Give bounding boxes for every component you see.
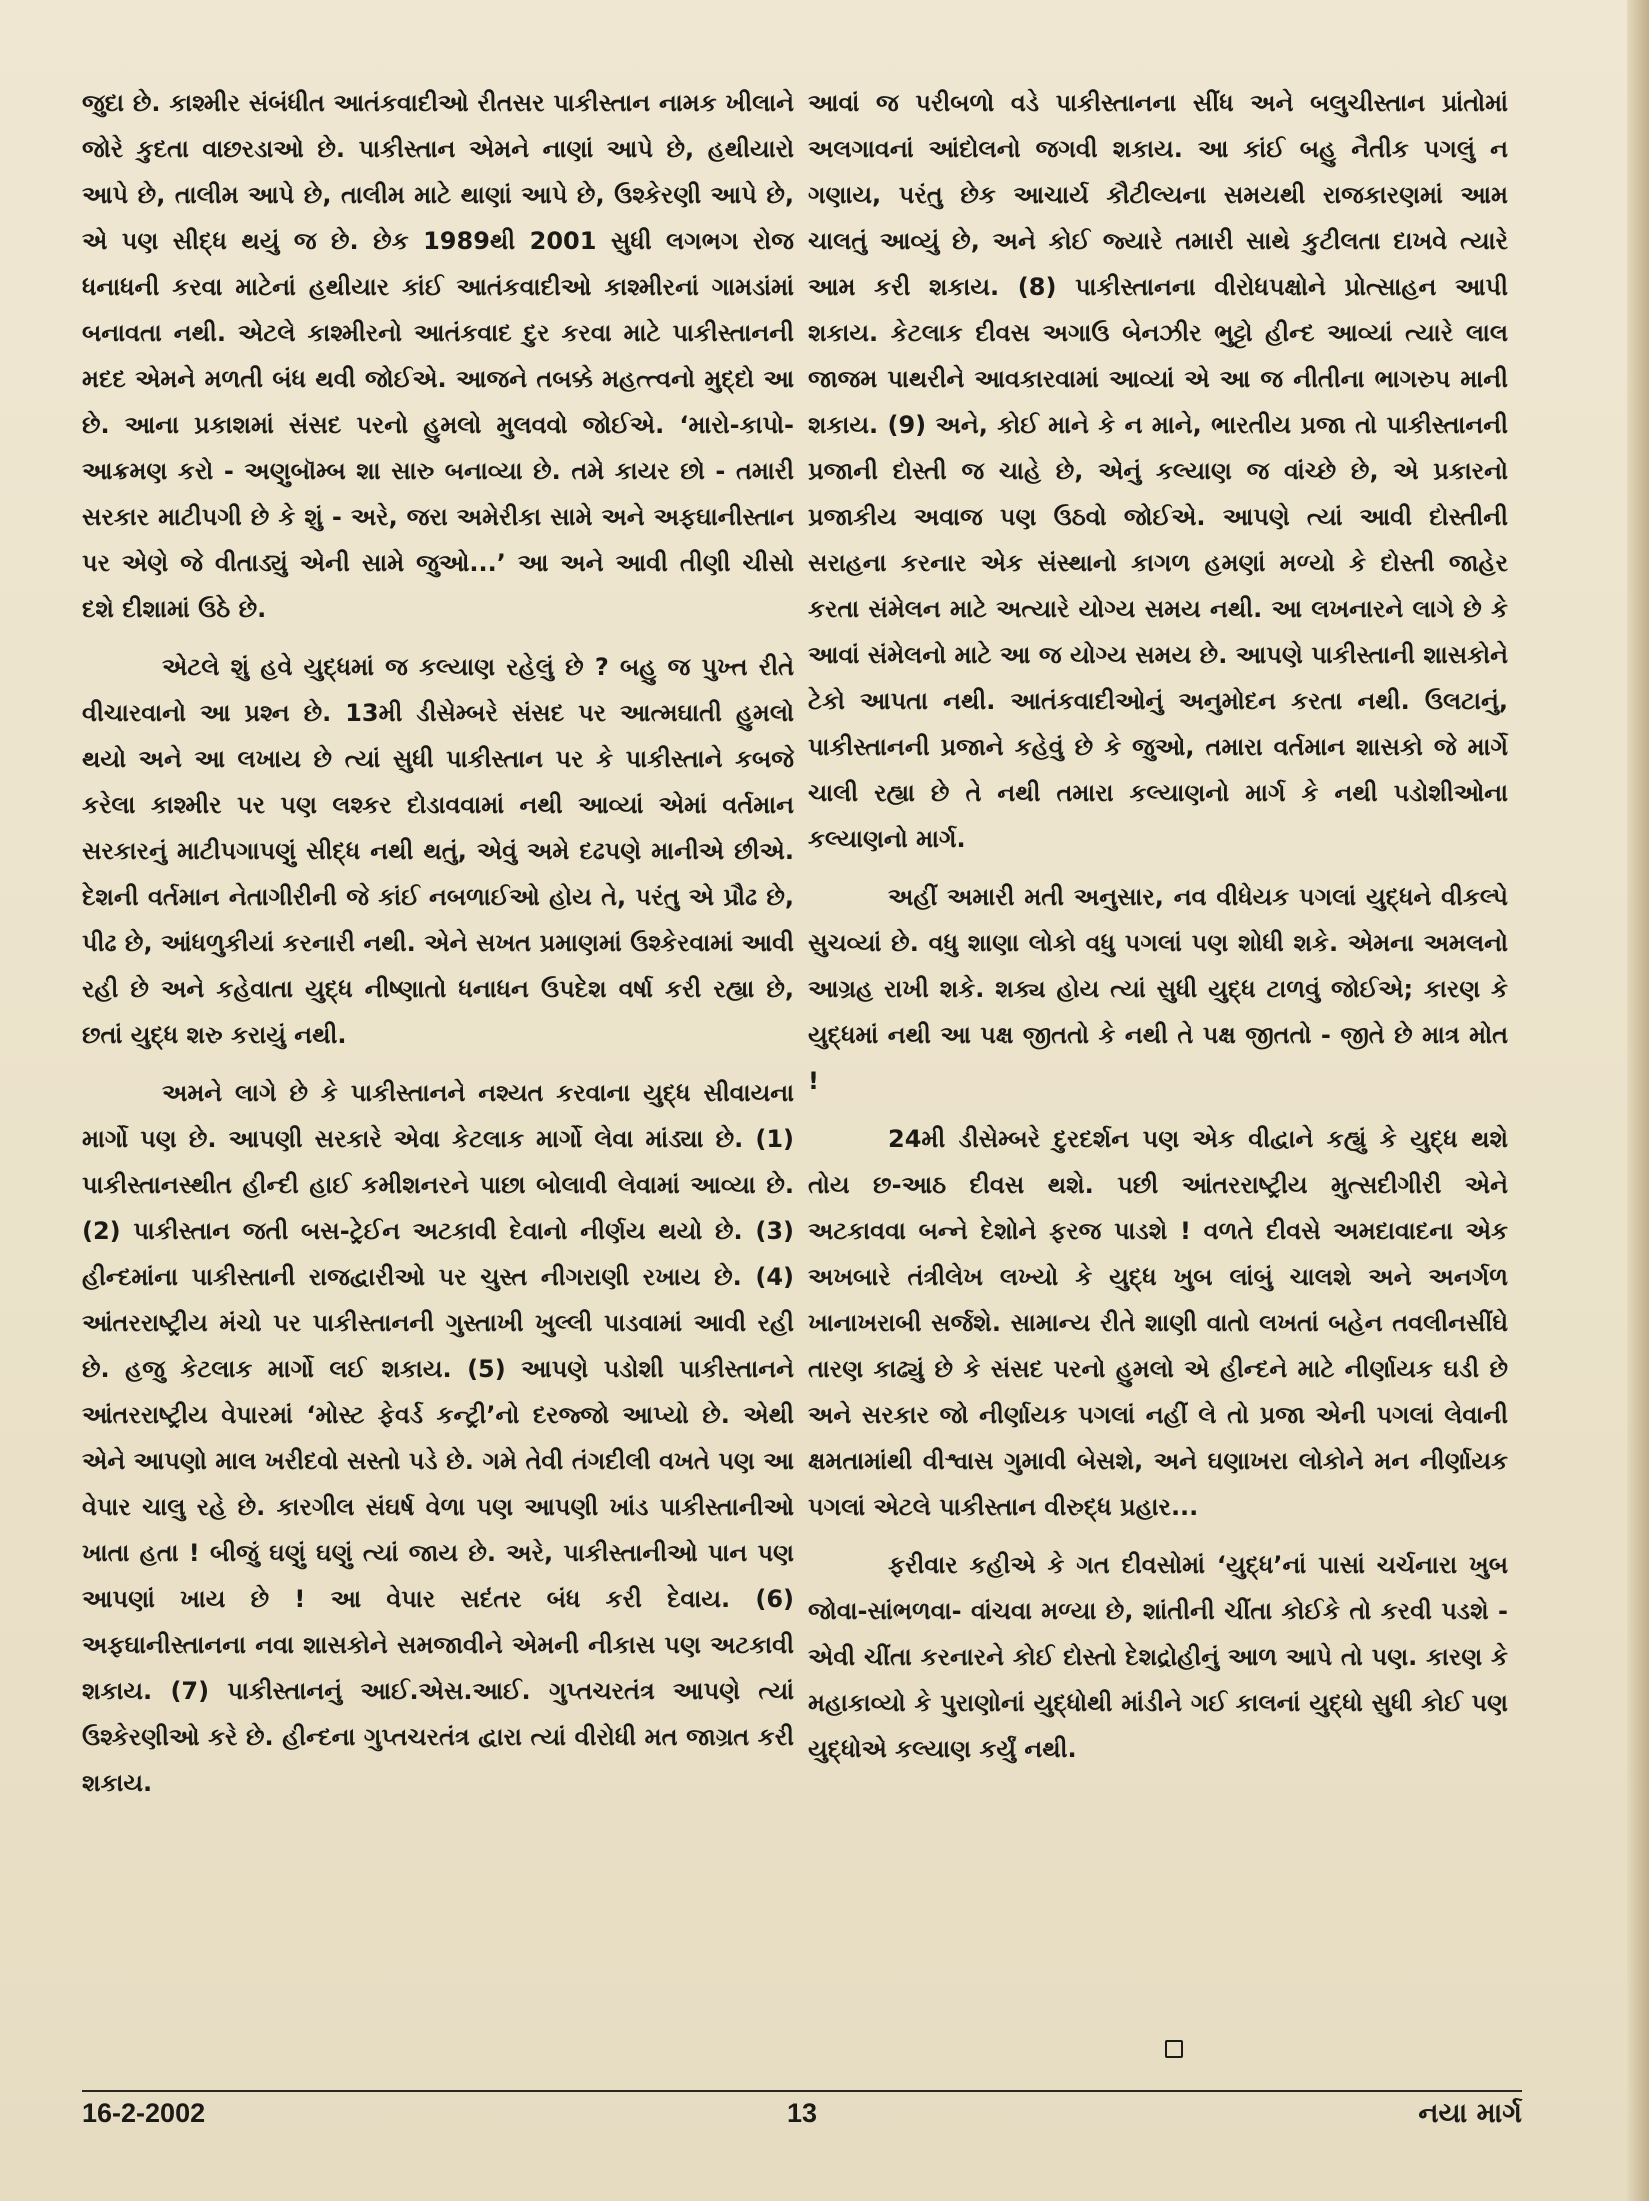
page-edge-shadow (1627, 0, 1649, 2201)
left-column (82, 80, 794, 1806)
paragraph: એટલે શું હવે યુદ્ધમાં જ કલ્યાણ રહેલું છે ? બહુ જ પુખ્ત રીતે વીચારવાનો આ પ્રશ્ન છે. 13મી ડીસેમ્બરે સંસદ પર આત્મઘાતી હુમલો થયો અને આ લખાય છે ત્યાં સુધી પાકીસ્તાન પર કે પાકીસ્તાને કબજે કરેલા કાશ્મીર પર પણ લશ્કર દોડાવવામાં નથી આવ્યાં એમાં વર્તમાન સરકારનું માટીપગાપણું સીદ્ધ નથી થતું, એવું અમે દઢપણે માનીએ છીએ. દેશની વર્તમાન નેતાગીરીની જે કાંઈ નબળાઈઓ હોય તે, પરંતુ એ પ્રૌઢ છે, પીઢ છે, આંધળુકીયાં કરનારી નથી. એને સખત પ્રમાણમાં ઉશ્કેરવામાં આવી રહી છે અને કહેવાતા યુદ્ધ નીષ્ણાતો ધનાધન ઉપદેશ વર્ષા કરી રહ્યા છે, છતાં યુદ્ધ શરુ કરાયું નથી. (82, 653, 794, 1049)
paragraph: 24મી ડીસેમ્બરે દુરદર્શન પણ એક વીદ્વાને કહ્યું કે યુદ્ધ થશે તોય છ-આઠ દીવસ થશે. પછી આંતરરાષ્ટ્રીય મુત્સદીગીરી એને અટકાવવા બન્ને દેશોને ફરજ પાડશે ! વળતે દીવસે અમદાવાદના એક અખબારે તંત્રીલેખ લખ્યો કે યુદ્ધ ખુબ લાંબું ચાલશે અને અનર્ગળ ખાનાખરાબી સર્જશે. સામાન્ય રીતે શાણી વાતો લખતાં બહેન તવલીનસીંઘે તારણ કાઢ્યું છે કે સંસદ પરનો હુમલો એ હીન્દને માટે નીર્ણાયક ઘડી છે અને સરકાર જો નીર્ણાયક પગલાં નહીં લે તો પ્રજા એની પગલાં લેવાની ક્ષમતામાંથી વીશ્વાસ ગુમાવી બેસશે, અને ઘણાખરા લોકોને મન નીર્ણાયક પગલાં એટલે પાકીસ્તાન વીરુદ્ધ પ્રહાર... (808, 1125, 1508, 1521)
right-column (808, 80, 1508, 1772)
paragraph: જુદા છે. કાશ્મીર સંબંધીત આતંકવાદીઓ રીતસર પાકીસ્તાન નામક ખીલાને જોરે કુદતા વાછરડાઓ છે. પાકીસ્તાન એમને નાણાં આપે છે, હથીયારો આપે છે, તાલીમ આપે છે, તાલીમ માટે થાણાં આપે છે, ઉશ્કેરણી આપે છે, એ પણ સીદ્ધ થયું જ છે. છેક 1989થી 2001 સુધી લગભગ રોજ ધનાધની કરવા માટેનાં હથીયાર કાંઈ આતંકવાદીઓ કાશ્મીરનાં ગામડાંમાં બનાવતા નથી. એટલે કાશ્મીરનો આતંકવાદ દુર કરવા માટે પાકીસ્તાનની મદદ એમને મળતી બંધ થવી જોઈએ. આજને તબક્કે મહત્ત્વનો મુદ્દો આ છે. આના પ્રકાશમાં સંસદ પરનો હુમલો મુલવવો જોઈએ. ‘મારો-કાપો-આક્રમણ કરો - અણુબૉમ્બ શા સારુ બનાવ્યા છે. તમે કાયર છો - તમારી સરકાર માટીપગી છે કે શું - અરે, જરા અમેરીકા સામે અને અફઘાનીસ્તાન પર એણે જે વીતાડ્યું એની સામે જુઓ...’ આ અને આવી તીણી ચીસો દશે દીશામાં ઉઠે છે. (82, 89, 794, 623)
magazine-name: નયા માર્ગ (1418, 2098, 1522, 2129)
issue-date: 16-2-2002 (82, 2098, 206, 2128)
paragraph: અહીં અમારી મતી અનુસાર, નવ વીધેયક પગલાં યુદ્ધને વીકલ્પે સુચવ્યાં છે. વધુ શાણા લોકો વધુ પગલાં પણ શોધી શકે. એમના અમલનો આગ્રહ રાખી શકે. શક્ય હોય ત્યાં સુધી યુદ્ધ ટાળવું જોઈએ; કારણ કે યુદ્ધમાં નથી આ પક્ષ જીતતો કે નથી તે પક્ષ જીતતો - જીતે છે માત્ર મોત ! (808, 883, 1508, 1095)
page-number: 13 (787, 2098, 818, 2128)
paragraph: ફરીવાર કહીએ કે ગત દીવસોમાં ‘યુદ્ધ’નાં પાસાં ચર્ચનારા ખુબ જોવા-સાંભળવા- વાંચવા મળ્યા છે, શાંતીની ચીંતા કોઈકે તો કરવી પડશે - એવી ચીંતા કરનારને કોઈ દોસ્તો દેશદ્રોહીનું આળ આપે તો પણ. કારણ કે મહાકાવ્યો કે પુરાણોનાં યુદ્ધોથી માંડીને ગઈ કાલનાં યુદ્ધો સુધી કોઈ પણ યુદ્ધોએ કલ્યાણ કર્યું નથી. (808, 1551, 1508, 1763)
end-of-article-square-icon (1165, 2040, 1183, 2058)
paragraph: આવાં જ પરીબળો વડે પાકીસ્તાનના સીંધ અને બલુચીસ્તાન પ્રાંતોમાં અલગાવનાં આંદોલનો જગવી શકાય. આ કાંઈ બહુ નૈતીક પગલું ન ગણાય, પરંતુ છેક આચાર્ય કૌટીલ્યના સમયથી રાજકારણમાં આમ ચાલતું આવ્યું છે, અને કોઈ જ્યારે તમારી સાથે કુટીલતા દાખવે ત્યારે આમ કરી શકાય. (8) પાકીસ્તાનના વીરોધપક્ષોને પ્રોત્સાહન આપી શકાય. કેટલાક દીવસ અગાઉ બેનઝીર ભુટ્ટો હીન્દ આવ્યાં ત્યારે લાલ જાજમ પાથરીને આવકારવામાં આવ્યાં એ આ જ નીતીના ભાગરુપ માની શકાય. (9) અને, કોઈ માને કે ન માને, ભારતીય પ્રજા તો પાકીસ્તાનની પ્રજાની દોસ્તી જ ચાહે છે, એનું કલ્યાણ જ વાંચ્છે છે, એ પ્રકારનો પ્રજાકીય અવાજ પણ ઉઠવો જોઈએ. આપણે ત્યાં આવી દોસ્તીની સરાહના કરનાર એક સંસ્થાનો કાગળ હમણાં મળ્યો કે દોસ્તી જાહેર કરતા સંમેલન માટે અત્યારે યોગ્ય સમય નથી. આ લખનારને લાગે છે કે આવાં સંમેલનો માટે આ જ યોગ્ય સમય છે. આપણે પાકીસ્તાની શાસકોને ટેકો આપતા નથી. આતંકવાદીઓનું અનુમોદન કરતા નથી. ઉલટાનું, પાકીસ્તાનની પ્રજાને કહેવું છે કે જુઓ, તમારા વર્તમાન શાસકો જે માર્ગે ચાલી રહ્યા છે તે નથી તમારા કલ્યાણનો માર્ગ કે નથી પડોશીઓના કલ્યાણનો માર્ગ. (808, 89, 1508, 853)
paragraph: અમને લાગે છે કે પાકીસ્તાનને નશ્યત કરવાના યુદ્ધ સીવાયના માર્ગો પણ છે. આપણી સરકારે એવા કેટલાક માર્ગો લેવા માંડ્યા છે. (1) પાકીસ્તાનસ્થીત હીન્દી હાઈ કમીશનરને પાછા બોલાવી લેવામાં આવ્યા છે. (2) પાકીસ્તાન જતી બસ-ટ્રેઈન અટકાવી દેવાનો નીર્ણય થયો છે. (3) હીન્દમાંના પાકીસ્તાની રાજદ્વારીઓ પર ચુસ્ત નીગરાણી રખાય છે. (4) આંતરરાષ્ટ્રીય મંચો પર પાકીસ્તાનની ગુસ્તાખી ખુલ્લી પાડવામાં આવી રહી છે. હજુ કેટલાક માર્ગો લઈ શકાય. (5) આપણે પડોશી પાકીસ્તાનને આંતરરાષ્ટ્રીય વેપારમાં ‘મોસ્ટ ફેવર્ડ કન્ટ્રી’નો દરજ્જો આપ્યો છે. એથી એને આપણો માલ ખરીદવો સસ્તો પડે છે. ગમે તેવી તંગદીલી વખતે પણ આ વેપાર ચાલુ રહે છે. કારગીલ સંઘર્ષ વેળા પણ આપણી ખાંડ પાકીસ્તાનીઓ ખાતા હતા ! બીજું ઘણું ઘણું ત્યાં જાય છે. અરે, પાકીસ્તાનીઓ પાન પણ આપણાં ખાય છે ! આ વેપાર સદંતર બંધ કરી દેવાય. (6) અફઘાનીસ્તાનના નવા શાસકોને સમજાવીને એમની નીકાસ પણ અટકાવી શકાય. (7) પાકીસ્તાનનું આઈ.એસ.આઈ. ગુપ્તચરતંત્ર આપણે ત્યાં ઉશ્કેરણીઓ કરે છે. હીન્દના ગુપ્તચરતંત્ર દ્વારા ત્યાં વીરોધી મત જાગ્રત કરી શકાય. (82, 1079, 794, 1797)
footer-divider (82, 2090, 1522, 2092)
